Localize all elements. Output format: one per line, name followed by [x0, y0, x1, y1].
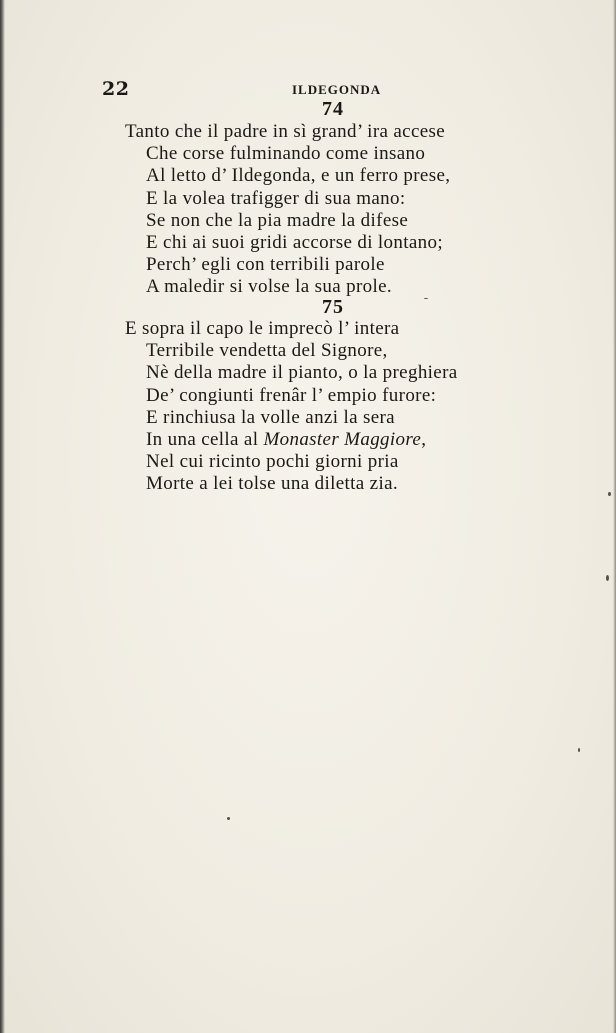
stanza-75 — [125, 318, 525, 496]
verse-line: Tanto che il padre in sì grand’ ira accese — [125, 121, 446, 142]
verse-line: E chi ai suoi gridi accorse di lontano; — [146, 232, 443, 254]
running-title: ILDEGONDA — [292, 82, 382, 97]
verse-line: De’ congiunti frenâr l’ empio furore: — [146, 384, 437, 406]
page-edge-left — [0, 0, 5, 1033]
scan-speck — [227, 817, 230, 820]
italic-place-name: Monaster Maggiore — [263, 429, 422, 451]
verse-line: Morte a lei tolse una diletta zia. — [146, 473, 398, 495]
verse-line: Se non che la pia madre la difese — [146, 209, 409, 231]
scan-speck — [578, 748, 580, 752]
verse-text: In una cella al — [146, 429, 259, 451]
scan-speck — [608, 492, 611, 496]
verse-punctuation: , — [421, 429, 427, 451]
verse-line: E la volea trafigger di sua mano: — [146, 187, 406, 209]
verse-line: Che corse fulminando come insano — [146, 143, 426, 165]
verse-line: Nel cui ricinto pochi giorni pria — [146, 451, 399, 473]
scan-speck — [606, 575, 609, 581]
verse-line: Perch’ egli con terribili parole — [146, 254, 385, 276]
verse-line: Nè della madre il pianto, o la preghiera — [146, 362, 458, 384]
stanza-number-74: 74 — [322, 98, 344, 120]
verse-line — [125, 429, 525, 451]
page-header — [102, 78, 480, 102]
page-number: 22 — [102, 78, 130, 100]
verse-line: Terribile vendetta del Signore, — [146, 340, 388, 362]
verse-line: E sopra il capo le imprecò l’ intera — [125, 318, 400, 339]
verse-line: Al letto d’ Ildegonda, e un ferro prese, — [146, 165, 451, 187]
stanza-74 — [125, 121, 525, 299]
verse-line: E rinchiusa la volle anzi la sera — [146, 406, 395, 428]
verse-line: A maledir si volse la sua prole. — [146, 276, 393, 298]
stanza-number-75: 75 — [322, 296, 344, 318]
